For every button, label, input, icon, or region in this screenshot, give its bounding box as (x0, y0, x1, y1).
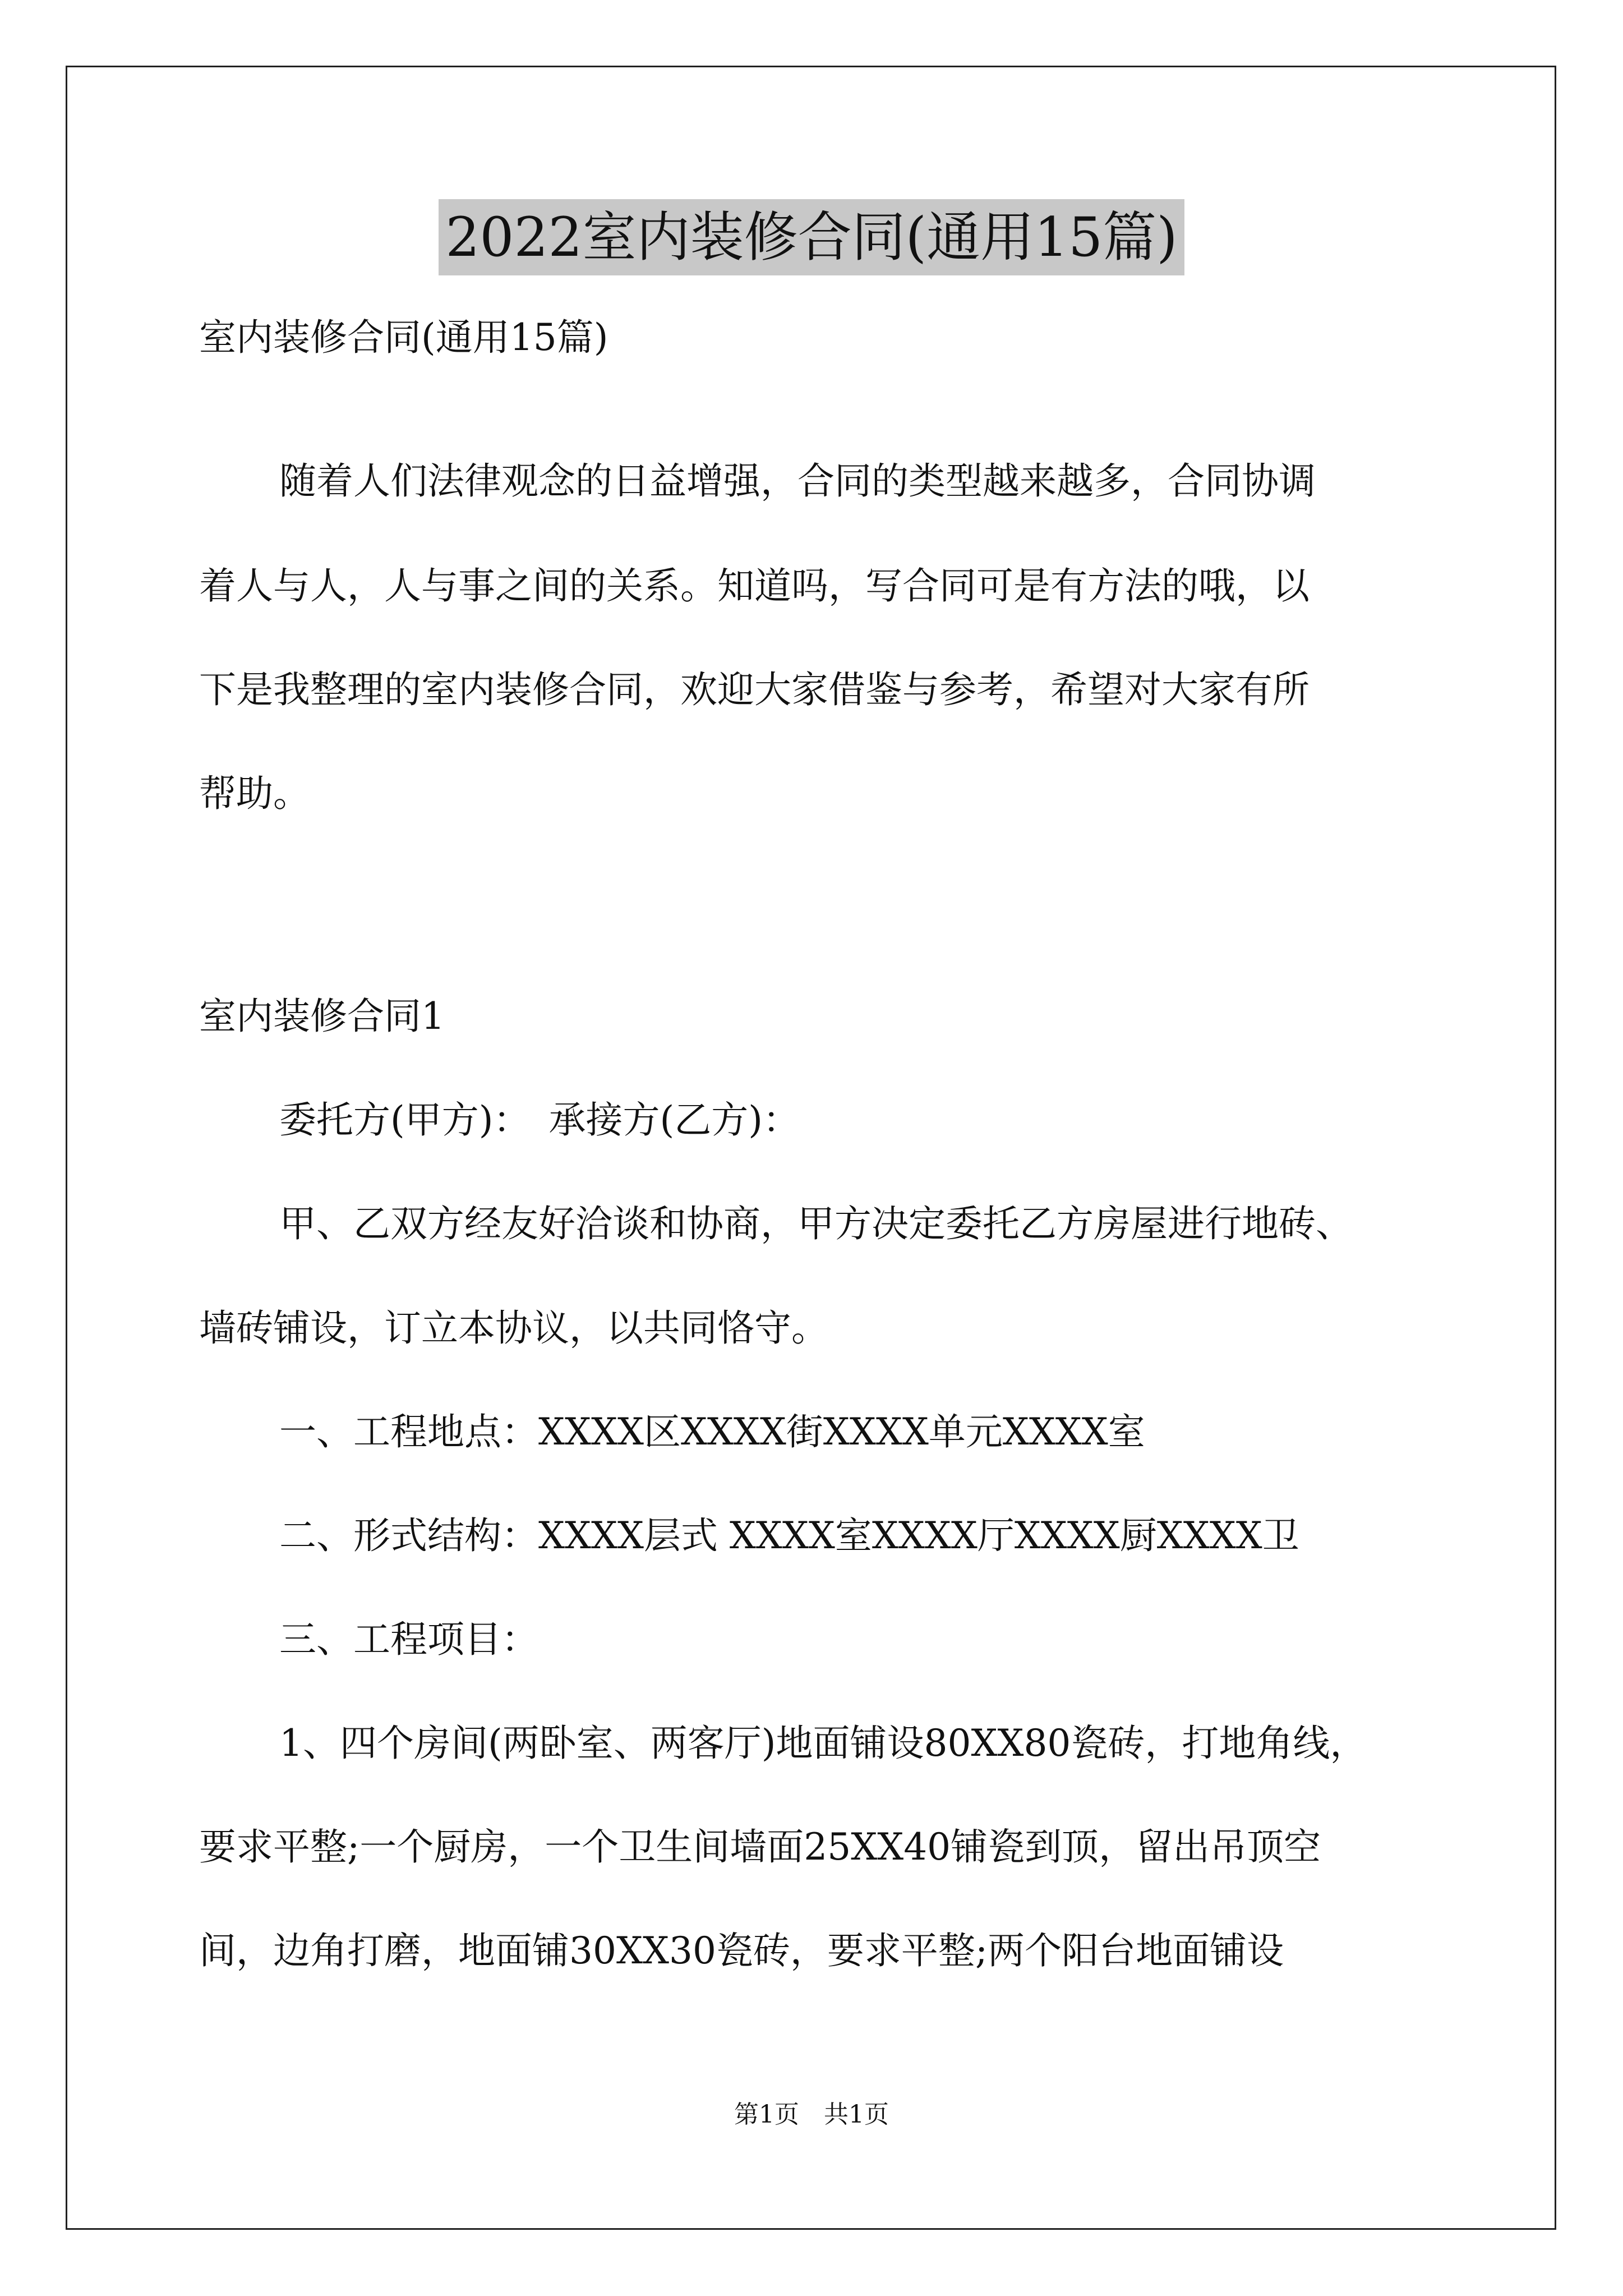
paragraph-line: 委托方(甲方)： 承接方(乙方)： (279, 1098, 800, 1142)
paragraph-line: 帮助。 (199, 772, 310, 815)
title-container (0, 199, 1623, 275)
page-footer: 第1页 共1页 (734, 2100, 889, 2129)
paragraph-line: 要求平整;一个厨房，一个卫生间墙面25XX40铺瓷到顶，留出吊顶空 (199, 1825, 1321, 1869)
paragraph-line: 1、四个房间(两卧室、两客厅)地面铺设80XX80瓷砖，打地角线， (279, 1722, 1367, 1765)
page-border (66, 66, 1556, 2230)
paragraph-line: 下是我整理的室内装修合同，欢迎大家借鉴与参考，希望对大家有所 (199, 668, 1310, 711)
paragraph-line: 三、工程项目： (279, 1618, 538, 1661)
paragraph-line: 间，边角打磨，地面铺30XX30瓷砖，要求平整;两个阳台地面铺设 (199, 1929, 1284, 1972)
document-title: 2022室内装修合同(通用15篇) (439, 199, 1184, 275)
paragraph-line: 随着人们法律观念的日益增强，合同的类型越来越多，合同协调 (279, 459, 1316, 503)
paragraph-line: 甲、乙双方经友好洽谈和协商，甲方决定委托乙方房屋进行地砖、 (279, 1202, 1353, 1245)
paragraph-line: 一、工程地点：XXXX区XXXX街XXXX单元XXXX室 (279, 1410, 1145, 1453)
paragraph-line: 墙砖铺设，订立本协议，以共同恪守。 (199, 1306, 828, 1350)
section-heading: 室内装修合同1 (199, 995, 445, 1038)
paragraph-line: 二、形式结构：XXXX层式 XXXX室XXXX厅XXXX厨XXXX卫 (279, 1514, 1299, 1557)
subtitle-line: 室内装修合同(通用15篇) (199, 316, 608, 359)
paragraph-line: 着人与人，人与事之间的关系。知道吗，写合同可是有方法的哦，以 (199, 564, 1310, 608)
